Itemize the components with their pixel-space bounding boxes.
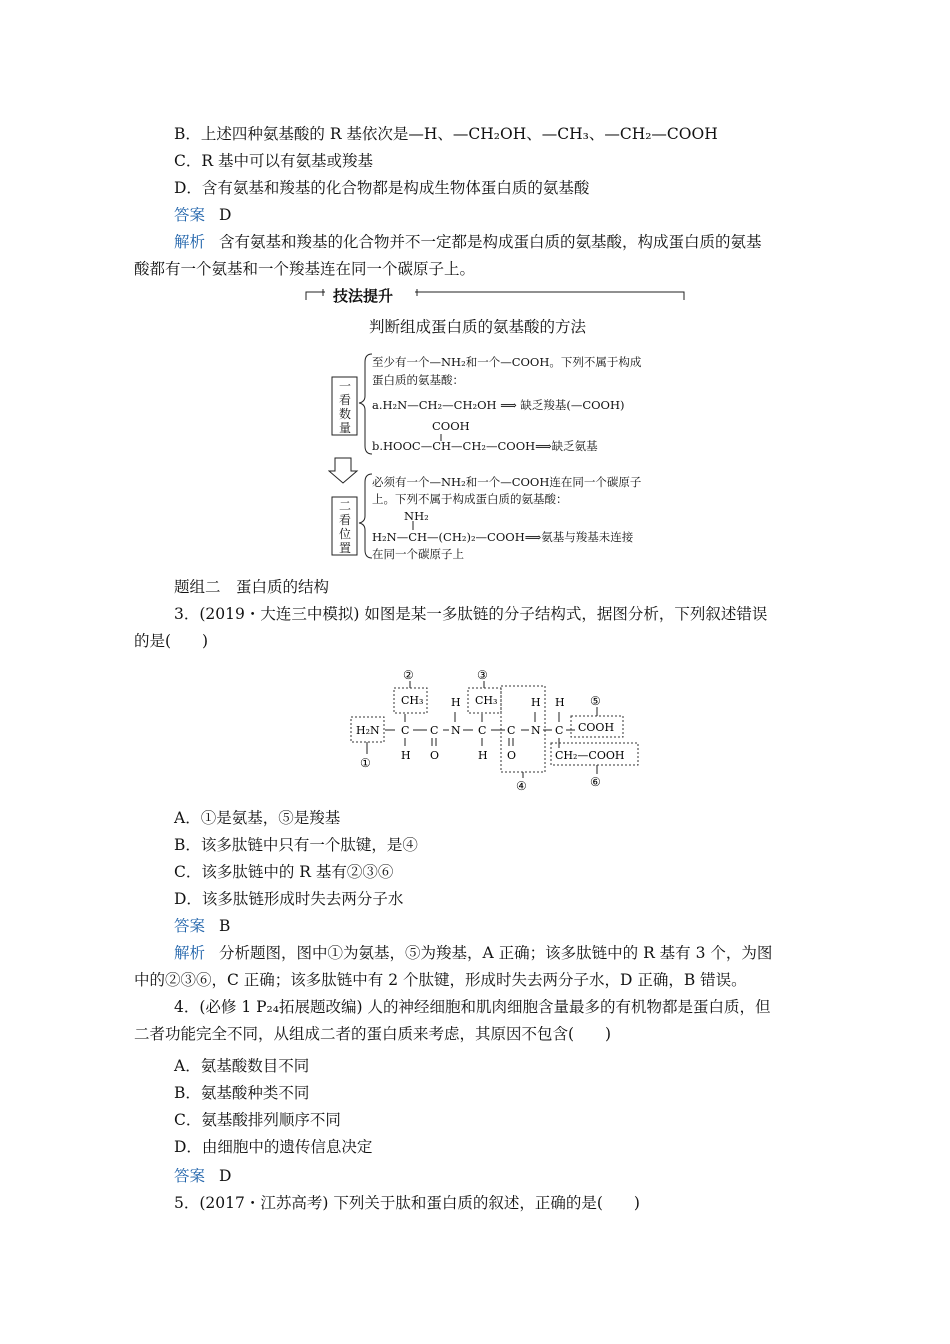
marker-4: ④: [516, 779, 527, 793]
group2-title: 题组二 蛋白质的结构: [174, 578, 330, 596]
step1-formula-a: a.H₂N—CH₂—CH₂OH ⟹ 缺乏羧基(—COOH): [372, 398, 625, 412]
tip-heading: 技法提升: [333, 287, 394, 305]
atom-h3: H: [478, 749, 488, 762]
step1-formula-b-top: COOH: [432, 419, 470, 433]
q3-option-c: C．该多肽链中的 R 基有②③⑥: [174, 863, 394, 881]
step1-text-2: 蛋白质的氨基酸：: [372, 373, 464, 387]
analysis-text: 含有氨基和羧基的化合物并不一定都是构成蛋白质的氨基酸，构成蛋白质的氨基: [219, 233, 762, 251]
q4-option-c: C．氨基酸排列顺序不同: [174, 1111, 341, 1129]
marker-1: ①: [360, 756, 371, 770]
q4-answer: [174, 1166, 231, 1186]
atom-ch3-b: CH₃: [475, 694, 498, 707]
tip-box-header: [305, 288, 685, 310]
peptide-svg: [345, 664, 645, 794]
q2-option-b: B．上述四种氨基酸的 R 基依次是—H、—CH₂OH、—CH₃、—CH₂—COOH: [174, 125, 718, 143]
q3-analysis-line1: [174, 943, 772, 963]
atom-c1: C: [401, 724, 410, 737]
atom-h5: H: [555, 696, 565, 709]
atom-ch2cooh: CH₂—COOH: [555, 749, 625, 762]
q2-option-c: C．R 基中可以有氨基或羧基: [174, 152, 373, 170]
q4-option-d: D．由细胞中的遗传信息决定: [174, 1138, 373, 1156]
atom-n2: N: [531, 724, 541, 737]
q5-stem-line1: 5．(2017・江苏高考) 下列关于肽和蛋白质的叙述，正确的是( ): [174, 1194, 640, 1212]
step2-text-2: 上。下列不属于构成蛋白质的氨基酸：: [372, 492, 568, 506]
marker-2: ②: [403, 668, 414, 682]
atom-h2n: H₂N: [356, 724, 380, 737]
step2-formula: H₂N—CH—(CH₂)₂—COOH⟹氨基与羧基未连接: [372, 530, 634, 544]
q4-stem-line1: 4．(必修 1 P₂₄拓展题改编) 人的神经细胞和肌肉细胞含量最多的有机物都是蛋白质，但: [174, 998, 771, 1016]
q3-analysis-line2: 中的②③⑥，C 正确；该多肽链中有 2 个肽键，形成时失去两分子水，D 正确，B 错误。: [134, 971, 747, 989]
step1-text-1: 至少有一个—NH₂和一个—COOH。下列不属于构成: [372, 355, 642, 369]
atom-cooh: COOH: [578, 721, 615, 734]
q3-stem-line2: 的是( ): [134, 632, 209, 650]
q3-option-d: D．该多肽链形成时失去两分子水: [174, 890, 404, 908]
answer-label: 答案: [174, 206, 206, 224]
atom-o1: O: [430, 749, 440, 762]
marker-6: ⑥: [590, 775, 601, 789]
step1-brace: [359, 354, 372, 454]
step1-formula-b: b.HOOC—CH—CH₂—COOH⟹缺乏氨基: [372, 439, 598, 453]
q3-answer: [174, 916, 230, 936]
q2-analysis-line2: 酸都有一个氨基和一个羧基连在同一个碳原子上。: [134, 260, 476, 278]
answer-label: 答案: [174, 917, 206, 935]
atom-n1: N: [451, 724, 461, 737]
answer-value: B: [219, 917, 231, 935]
answer-label: 答案: [174, 1167, 206, 1185]
atom-o2: O: [507, 749, 517, 762]
tip-diagram: [328, 350, 673, 569]
analysis-label: 解析: [174, 944, 206, 962]
q3-option-b: B．该多肽链中只有一个肽键，是④: [174, 836, 418, 854]
atom-c2: C: [430, 724, 439, 737]
q2-answer: [174, 205, 231, 225]
step2-formula-top: NH₂: [404, 509, 429, 523]
atom-c3: C: [478, 724, 487, 737]
tip-title: 判断组成蛋白质的氨基酸的方法: [369, 318, 587, 336]
q4-option-b: B．氨基酸种类不同: [174, 1084, 310, 1102]
atom-c5: C: [555, 724, 564, 737]
marker-5: ⑤: [590, 694, 601, 708]
down-arrow-icon: [329, 458, 357, 483]
step2-brace: [359, 474, 372, 558]
step2-text-4: 在同一个碳原子上: [372, 547, 464, 561]
analysis-text: 分析题图，图中①为氨基，⑤为羧基，A 正确；该多肽链中的 R 基有 3 个，为图: [219, 944, 773, 962]
atom-ch3-a: CH₃: [401, 694, 424, 707]
atom-h4: H: [531, 696, 541, 709]
analysis-label: 解析: [174, 233, 206, 251]
atom-c4: C: [507, 724, 516, 737]
marker-3: ③: [477, 668, 488, 682]
step2-label: 二看位置: [338, 499, 351, 555]
q4-stem-line2: 二者功能完全不同，从组成二者的蛋白质来考虑，其原因不包含( ): [134, 1025, 612, 1043]
answer-value: D: [219, 1167, 232, 1185]
atom-h2: H: [451, 696, 461, 709]
step1-label: 一看数量: [338, 379, 351, 435]
q3-stem-line1: 3．(2019・大连三中模拟) 如图是某一多肽链的分子结构式，据图分析，下列叙述错误: [174, 605, 768, 623]
step2-text-1: 必须有一个—NH₂和一个—COOH连在同一个碳原子: [372, 475, 642, 489]
q3-option-a: A．①是氨基，⑤是羧基: [174, 809, 341, 827]
atom-h1: H: [401, 749, 411, 762]
q2-analysis-line1: [174, 232, 762, 252]
q2-option-d: D．含有氨基和羧基的化合物都是构成生物体蛋白质的氨基酸: [174, 179, 590, 197]
peptide-structure: [345, 664, 645, 798]
answer-value: D: [219, 206, 232, 224]
q4-option-a: A．氨基酸数目不同: [174, 1057, 310, 1075]
